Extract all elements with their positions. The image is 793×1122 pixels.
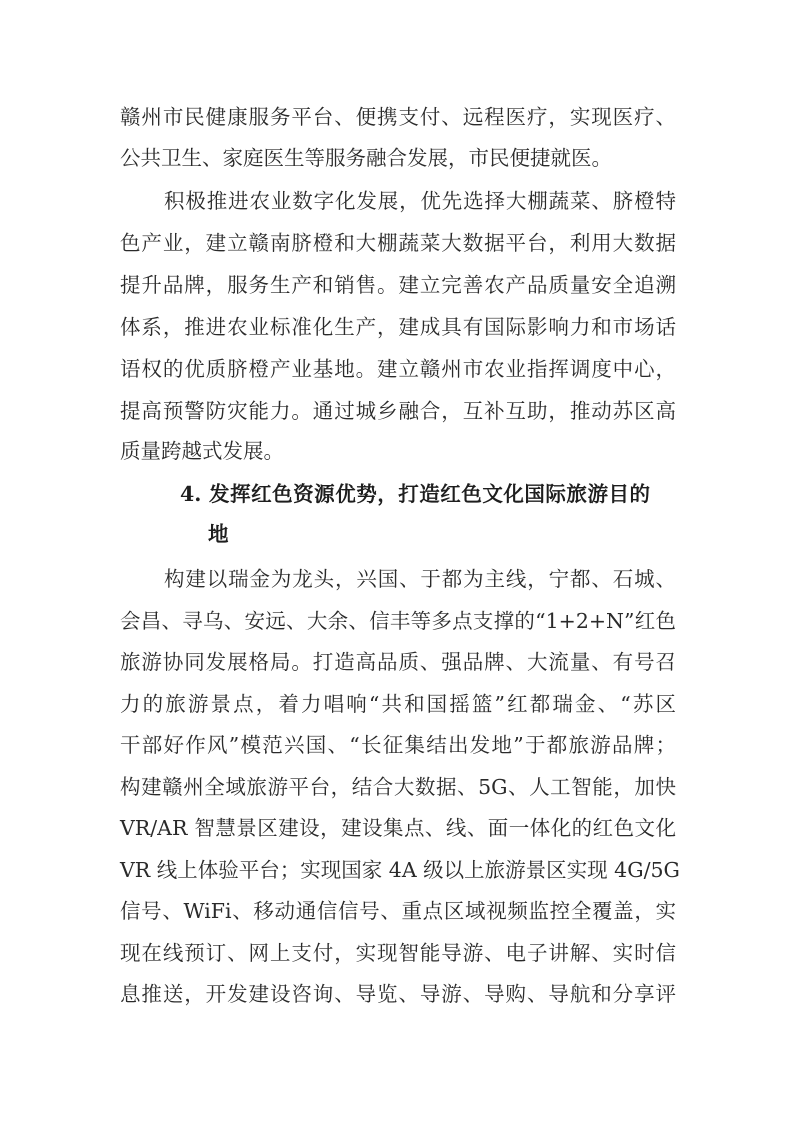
text-line: 干部好作风”模范兴国、“长征集结出发地”于都旅游品牌；: [120, 733, 676, 757]
text-line: 色产业，建立赣南脐橙和大棚蔬菜大数据平台，利用大数据: [120, 231, 676, 255]
text-line: VR 线上体验平台；实现国家 4A 级以上旅游景区实现 4G/5G: [120, 858, 680, 882]
text-line: 力的旅游景点，着力唱响“共和国摇篮”红都瑞金、“苏区: [120, 692, 676, 716]
text-line: 会昌、寻乌、安远、大余、信丰等多点支撑的“1+2+N”红色: [120, 609, 676, 633]
text-line: 提高预警防灾能力。通过城乡融合，互补互助，推动苏区高: [120, 399, 676, 423]
text-line: 息推送，开发建设咨询、导览、导游、导购、导航和分享评: [120, 982, 676, 1006]
text-line: 提升品牌，服务生产和销售。建立完善农产品质量安全追溯: [120, 273, 676, 297]
text-line: VR/AR 智慧景区建设，建设集点、线、面一体化的红色文化: [120, 816, 676, 840]
text-line: 质量跨越式发展。: [120, 439, 284, 463]
heading-line: 4. 发挥红色资源优势，打造红色文化国际旅游目的: [180, 482, 650, 506]
text-line: 赣州市民健康服务平台、便携支付、远程医疗，实现医疗、: [120, 105, 676, 129]
text-line: 体系，推进农业标准化生产，建成具有国际影响力和市场话: [120, 315, 676, 339]
text-line: 构建以瑞金为龙头，兴国、于都为主线，宁都、石城、: [164, 567, 676, 591]
text-line: 构建赣州全域旅游平台，结合大数据、5G、人工智能，加快: [120, 775, 676, 799]
text-line: 积极推进农业数字化发展，优先选择大棚蔬菜、脐橙特: [164, 189, 676, 213]
text-line: 语权的优质脐橙产业基地。建立赣州市农业指挥调度中心，: [120, 357, 676, 381]
heading-line: 地: [208, 522, 229, 546]
text-line: 公共卫生、家庭医生等服务融合发展，市民便捷就医。: [120, 146, 612, 170]
text-line: 旅游协同发展格局。打造高品质、强品牌、大流量、有号召: [120, 650, 676, 674]
text-line: 现在线预订、网上支付，实现智能导游、电子讲解、实时信: [120, 941, 676, 965]
text-line: 信号、WiFi、移动通信信号、重点区域视频监控全覆盖，实: [120, 899, 676, 923]
